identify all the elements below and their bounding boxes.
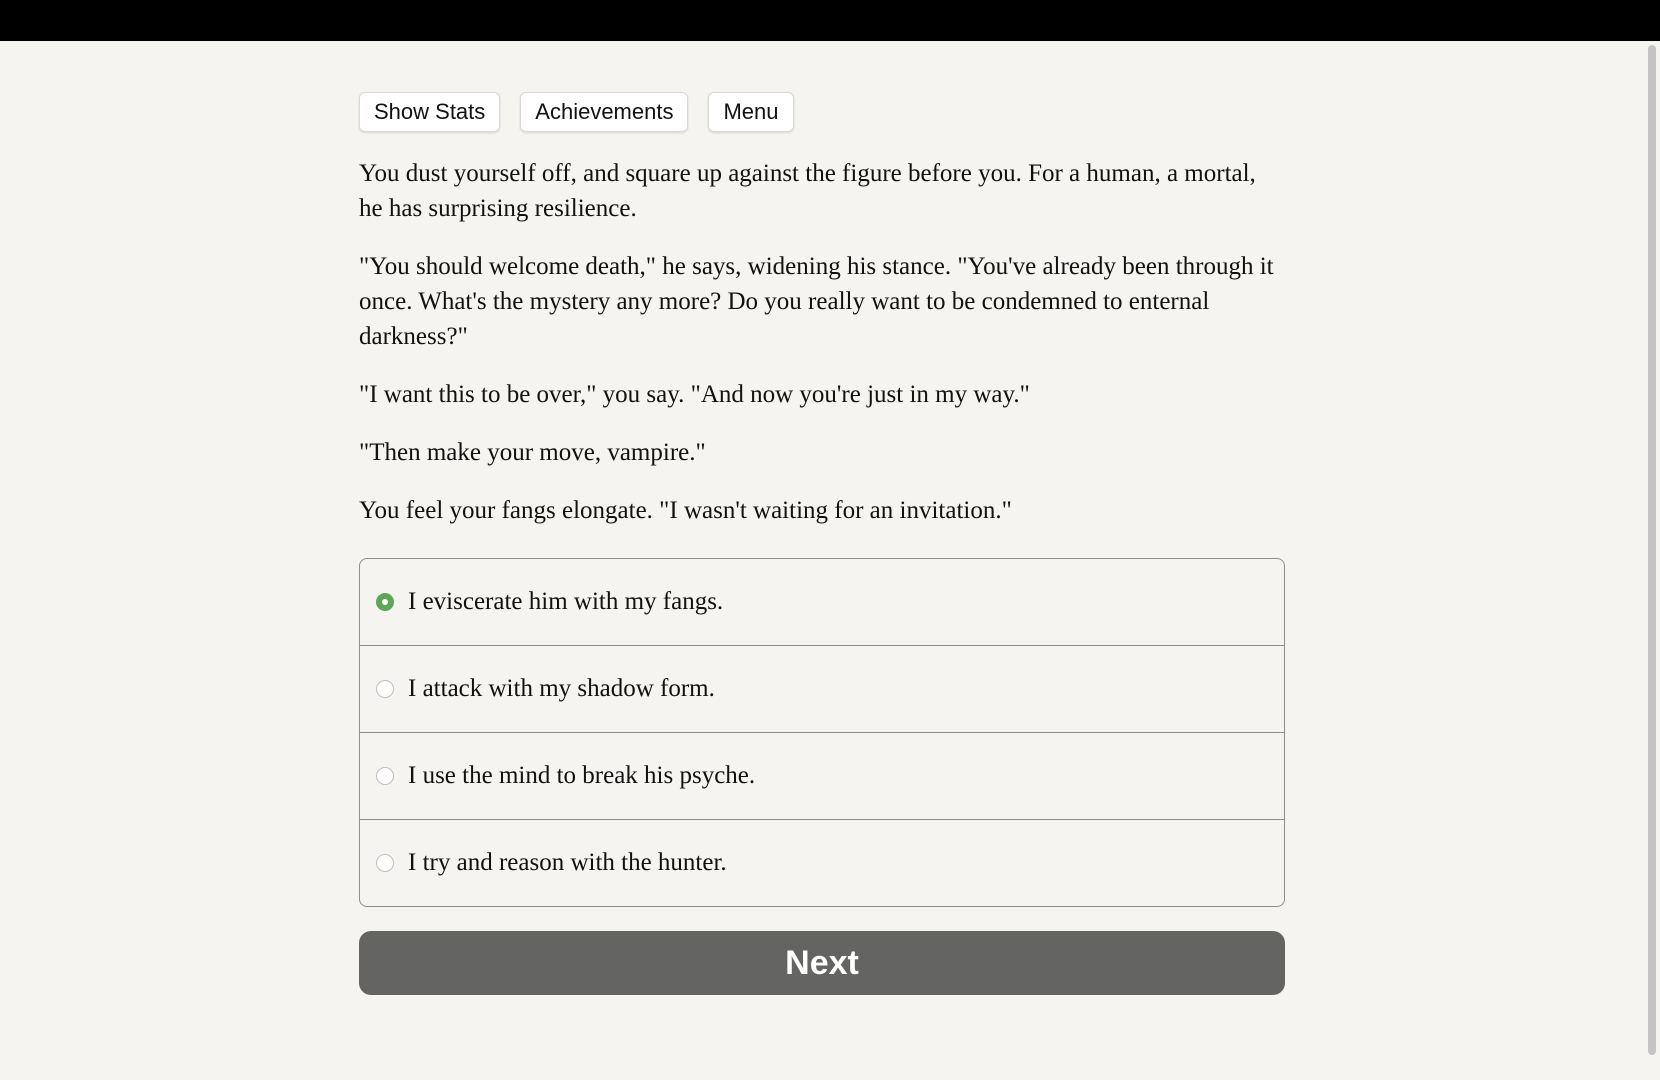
radio-button-selected[interactable] (376, 593, 394, 611)
window-top-bar (0, 0, 1660, 41)
story-paragraph: "You should welcome death," he says, widening his stance. "You've already been through it once. What's the mystery any more? Do you really want to be condemned to enternal darkness?" (359, 253, 1274, 350)
choice-label: I use the mind to break his psyche. (408, 762, 756, 789)
next-button[interactable]: Next (359, 931, 1285, 995)
radio-button[interactable] (376, 854, 394, 872)
scrollbar[interactable] (1644, 41, 1660, 1080)
choice-label: I attack with my shadow form. (408, 675, 715, 702)
choice-option-eviscerate[interactable] (360, 559, 1284, 645)
scrollbar-thumb[interactable] (1648, 45, 1656, 1055)
radio-button[interactable] (376, 767, 394, 785)
choice-option-reason[interactable] (360, 819, 1284, 906)
story-paragraph: You feel your fangs elongate. "I wasn't waiting for an invitation." (359, 497, 1012, 524)
story-text (359, 156, 1285, 528)
choice-label: I eviscerate him with my fangs. (408, 588, 724, 615)
show-stats-button[interactable]: Show Stats (359, 92, 500, 132)
choice-option-shadow-form[interactable] (360, 645, 1284, 732)
story-paragraph: You dust yourself off, and square up against the figure before you. For a human, a mortal, he has surprising resilience. (359, 160, 1256, 222)
choice-option-mind[interactable] (360, 732, 1284, 819)
achievements-button[interactable]: Achievements (520, 92, 688, 132)
story-paragraph: "Then make your move, vampire." (359, 439, 706, 466)
story-paragraph: "I want this to be over," you say. "And now you're just in my way." (359, 381, 1030, 408)
choice-list (359, 558, 1285, 907)
toolbar (359, 92, 1285, 132)
radio-button[interactable] (376, 680, 394, 698)
choice-label: I try and reason with the hunter. (408, 849, 727, 876)
game-page (359, 92, 1285, 995)
menu-button[interactable]: Menu (708, 92, 793, 132)
